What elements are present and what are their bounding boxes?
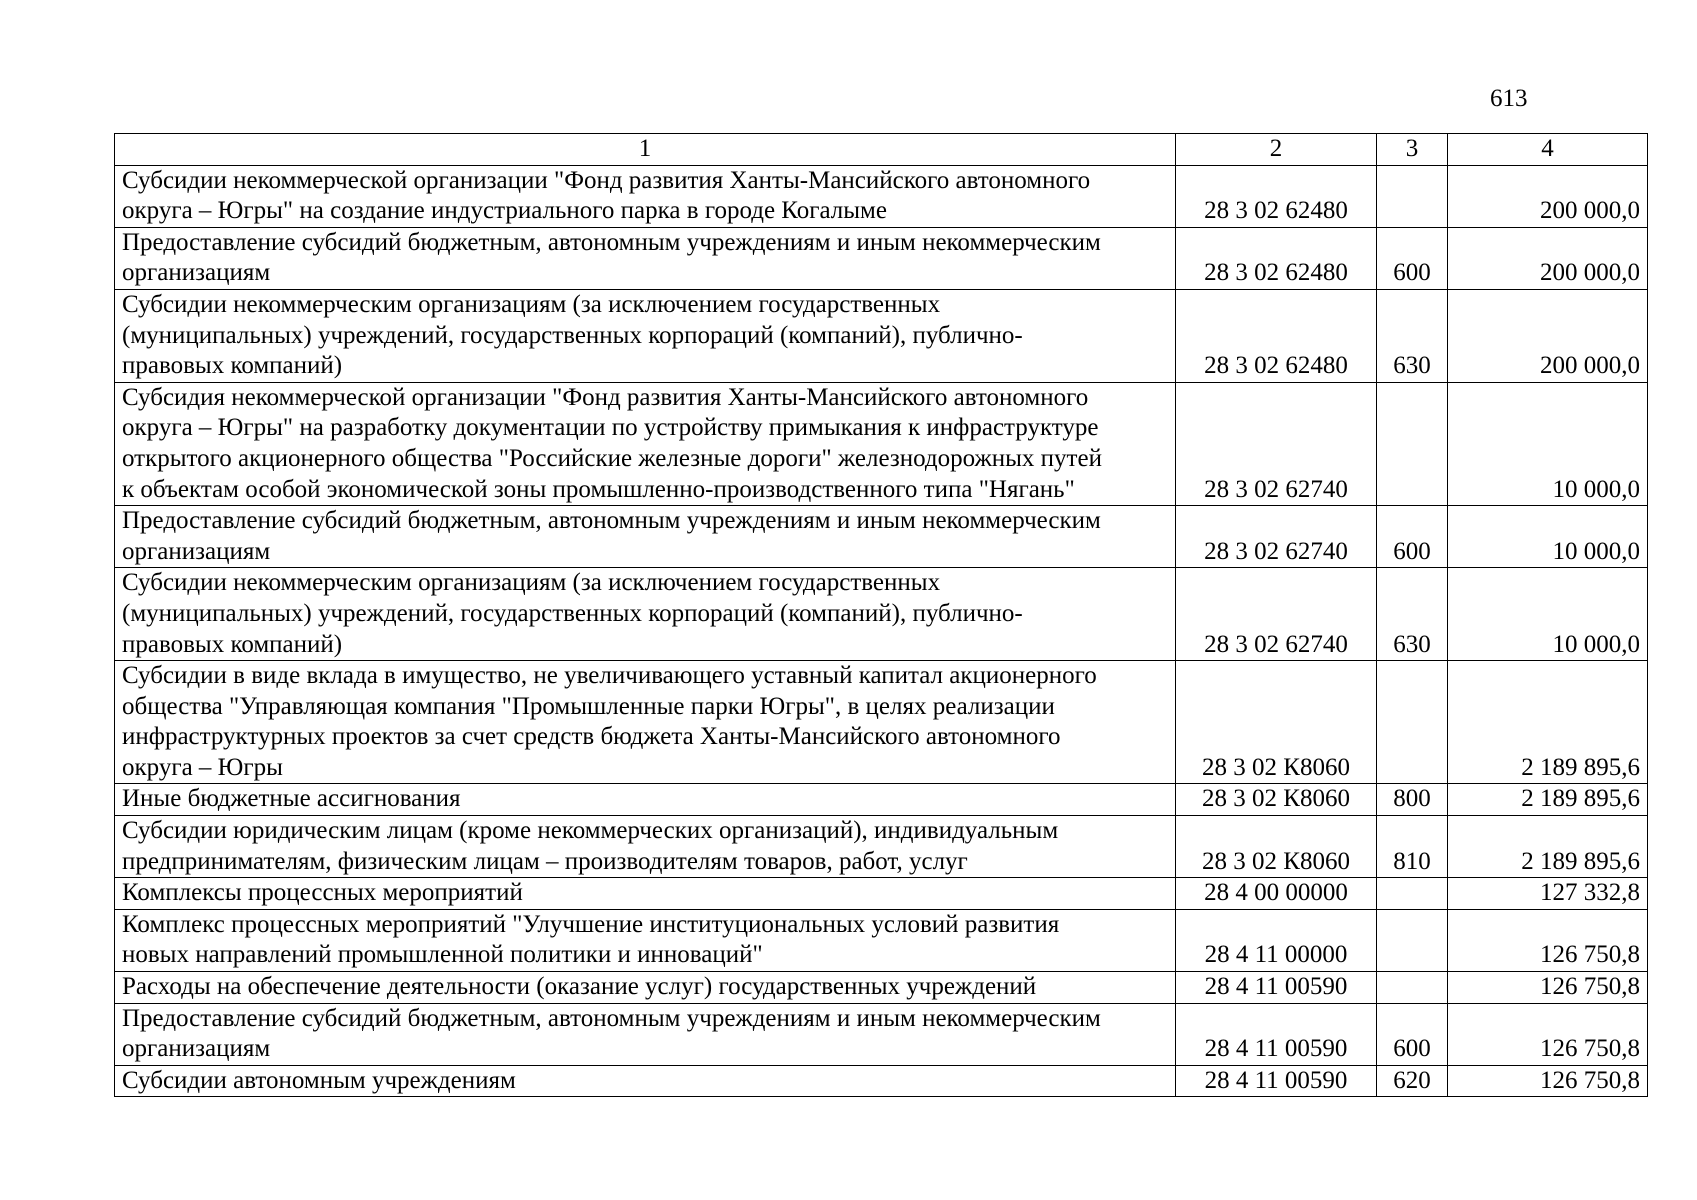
column-number-2: 2 xyxy=(1176,134,1377,166)
row-name-cell xyxy=(115,506,1176,568)
row-name-line: к объектам особой экономической зоны промышленно-производственного типа "Нягань" xyxy=(122,475,1075,503)
row-name-cell xyxy=(115,382,1176,505)
row-name-cell xyxy=(115,1065,1176,1097)
row-type-cell: 600 xyxy=(1377,506,1448,568)
row-name-cell xyxy=(115,878,1176,910)
page-number: 613 xyxy=(1490,85,1528,112)
row-sum-cell: 10 000,0 xyxy=(1448,506,1648,568)
row-name-line: Предоставление субсидий бюджетным, автономным учреждениям и иным некоммерческим xyxy=(122,1004,1101,1032)
table-row xyxy=(115,816,1648,878)
row-name-cell xyxy=(115,1003,1176,1065)
row-name-line: правовых компаний) xyxy=(122,352,343,380)
row-type-cell xyxy=(1377,972,1448,1004)
table-row xyxy=(115,1003,1648,1065)
row-name-line: новых направлений промышленной политики и инноваций" xyxy=(122,941,763,969)
row-name-line: Комплекс процессных мероприятий "Улучшение институциональных условий развития xyxy=(122,910,1060,938)
row-sum-cell: 2 189 895,6 xyxy=(1448,784,1648,816)
row-name-cell xyxy=(115,972,1176,1004)
row-name-line: Субсидии юридическим лицам (кроме некоммерческих организаций), индивидуальным xyxy=(122,817,1059,845)
row-name-line: (муниципальных) учреждений, государственных корпораций (компаний), публично- xyxy=(122,599,1023,627)
row-name-cell xyxy=(115,816,1176,878)
row-type-cell xyxy=(1377,878,1448,910)
column-number-1: 1 xyxy=(115,134,1176,166)
row-code-cell: 28 3 02 62480 xyxy=(1176,165,1377,227)
row-name-cell xyxy=(115,661,1176,784)
row-name-line: Субсидии некоммерческой организации "Фонд развития Ханты-Мансийского автономного xyxy=(122,166,1091,194)
table-row xyxy=(115,165,1648,227)
row-name-line: общества "Управляющая компания "Промышленные парки Югры", в целях реализации xyxy=(122,692,1055,720)
row-type-cell xyxy=(1377,382,1448,505)
row-type-cell: 810 xyxy=(1377,816,1448,878)
row-name-line: Субсидии некоммерческим организациям (за исключением государственных xyxy=(122,569,941,597)
table-row xyxy=(115,506,1648,568)
column-number-row xyxy=(115,134,1648,166)
row-name-line: округа – Югры xyxy=(122,753,283,781)
row-name-line: Субсидии в виде вклада в имущество, не увеличивающего уставный капитал акционерного xyxy=(122,662,1097,690)
row-sum-cell: 2 189 895,6 xyxy=(1448,661,1648,784)
row-type-cell: 600 xyxy=(1377,227,1448,289)
row-type-cell xyxy=(1377,661,1448,784)
row-code-cell: 28 3 02 62480 xyxy=(1176,289,1377,382)
table-row xyxy=(115,784,1648,816)
budget-table xyxy=(114,133,1648,1097)
row-type-cell: 800 xyxy=(1377,784,1448,816)
row-name-cell xyxy=(115,784,1176,816)
row-code-cell: 28 3 02 К8060 xyxy=(1176,661,1377,784)
table-row xyxy=(115,878,1648,910)
row-name-cell xyxy=(115,909,1176,971)
row-code-cell: 28 3 02 К8060 xyxy=(1176,816,1377,878)
row-name-line: Иные бюджетные ассигнования xyxy=(122,785,461,813)
row-name-line: инфраструктурных проектов за счет средств бюджета Ханты-Мансийского автономного xyxy=(122,723,1061,751)
row-code-cell: 28 3 02 62480 xyxy=(1176,227,1377,289)
table-row xyxy=(115,568,1648,661)
row-name-line: округа – Югры" на разработку документации по устройству примыкания к инфраструктуре xyxy=(122,414,1099,442)
row-type-cell xyxy=(1377,909,1448,971)
row-name-line: организациям xyxy=(122,537,271,565)
table-row xyxy=(115,382,1648,505)
row-sum-cell: 200 000,0 xyxy=(1448,165,1648,227)
row-code-cell: 28 4 11 00590 xyxy=(1176,1065,1377,1097)
row-name-line: организациям xyxy=(122,1035,271,1063)
row-sum-cell: 10 000,0 xyxy=(1448,382,1648,505)
row-name-cell xyxy=(115,227,1176,289)
row-name-line: Расходы на обеспечение деятельности (оказание услуг) государственных учреждений xyxy=(122,973,1037,1001)
row-name-line: Предоставление субсидий бюджетным, автономным учреждениям и иным некоммерческим xyxy=(122,507,1101,535)
row-name-cell xyxy=(115,165,1176,227)
row-sum-cell: 200 000,0 xyxy=(1448,289,1648,382)
row-type-cell: 620 xyxy=(1377,1065,1448,1097)
row-name-line: правовых компаний) xyxy=(122,630,343,658)
row-type-cell xyxy=(1377,165,1448,227)
table-row xyxy=(115,661,1648,784)
table-row xyxy=(115,227,1648,289)
table-body xyxy=(115,134,1648,1097)
table-row xyxy=(115,909,1648,971)
row-sum-cell: 126 750,8 xyxy=(1448,972,1648,1004)
row-sum-cell: 127 332,8 xyxy=(1448,878,1648,910)
row-sum-cell: 126 750,8 xyxy=(1448,1065,1648,1097)
row-sum-cell: 2 189 895,6 xyxy=(1448,816,1648,878)
row-code-cell: 28 4 00 00000 xyxy=(1176,878,1377,910)
row-sum-cell: 200 000,0 xyxy=(1448,227,1648,289)
table-row xyxy=(115,1065,1648,1097)
row-name-cell xyxy=(115,289,1176,382)
row-name-line: предпринимателям, физическим лицам – производителям товаров, работ, услуг xyxy=(122,847,968,875)
row-code-cell: 28 4 11 00590 xyxy=(1176,972,1377,1004)
table-row xyxy=(115,289,1648,382)
row-name-line: округа – Югры" на создание индустриального парка в городе Когалыме xyxy=(122,197,887,225)
row-sum-cell: 126 750,8 xyxy=(1448,1003,1648,1065)
row-name-line: организациям xyxy=(122,259,271,287)
row-code-cell: 28 3 02 62740 xyxy=(1176,506,1377,568)
table-row xyxy=(115,972,1648,1004)
row-name-line: Субсидии некоммерческим организациям (за исключением государственных xyxy=(122,290,941,318)
row-sum-cell: 126 750,8 xyxy=(1448,909,1648,971)
row-code-cell: 28 3 02 К8060 xyxy=(1176,784,1377,816)
row-code-cell: 28 4 11 00590 xyxy=(1176,1003,1377,1065)
column-number-3: 3 xyxy=(1377,134,1448,166)
row-type-cell: 630 xyxy=(1377,568,1448,661)
column-number-4: 4 xyxy=(1448,134,1648,166)
row-code-cell: 28 4 11 00000 xyxy=(1176,909,1377,971)
row-name-line: Субсидии автономным учреждениям xyxy=(122,1066,516,1094)
row-code-cell: 28 3 02 62740 xyxy=(1176,568,1377,661)
row-name-line: открытого акционерного общества "Российские железные дороги" железнодорожных путей xyxy=(122,444,1102,472)
row-name-cell xyxy=(115,568,1176,661)
row-type-cell: 630 xyxy=(1377,289,1448,382)
row-type-cell: 600 xyxy=(1377,1003,1448,1065)
row-name-line: Субсидия некоммерческой организации "Фонд развития Ханты-Мансийского автономного xyxy=(122,383,1089,411)
row-code-cell: 28 3 02 62740 xyxy=(1176,382,1377,505)
row-name-line: Предоставление субсидий бюджетным, автономным учреждениям и иным некоммерческим xyxy=(122,228,1101,256)
row-sum-cell: 10 000,0 xyxy=(1448,568,1648,661)
row-name-line: (муниципальных) учреждений, государственных корпораций (компаний), публично- xyxy=(122,321,1023,349)
row-name-line: Комплексы процессных мероприятий xyxy=(122,879,523,907)
